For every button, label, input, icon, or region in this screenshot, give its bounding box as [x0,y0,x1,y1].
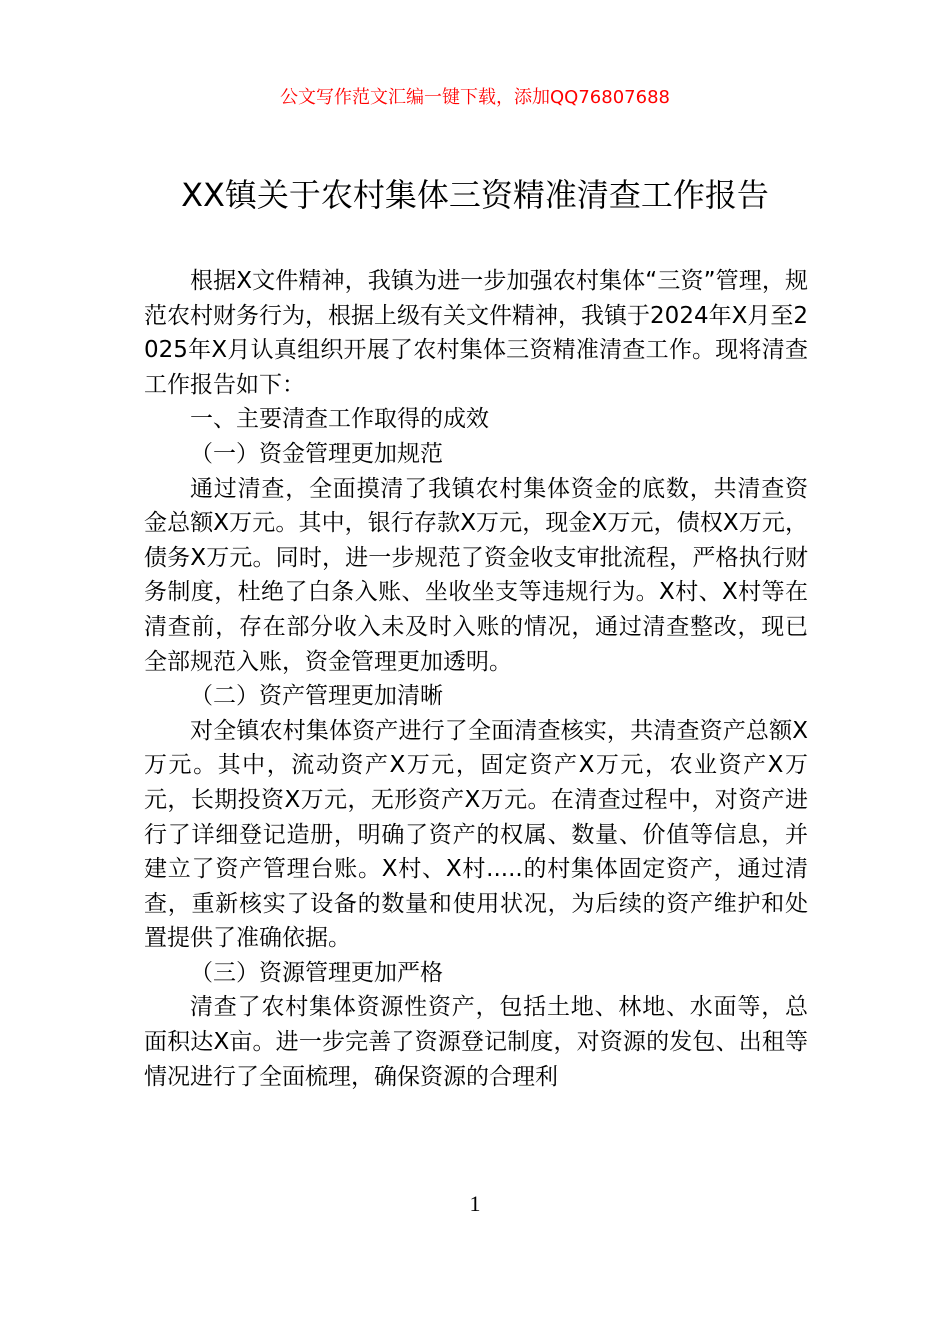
subsection-heading: （二）资产管理更加清晰 [190,683,443,710]
document-title: XX镇关于农村集体三资精准清查工作报告 [181,176,769,214]
watermark-text: 公文写作范文汇编一键下载，添加QQ76807688 [280,87,670,108]
body-paragraph: 清查了农村集体资源性资产，包括土地、林地、水面等，总面积达X亩。进一步完善了资源登记制度，对资源的发包、出租等情况进行了全面梳理，确保资源的合理利 [144,994,808,1090]
subsection-heading: （一）资金管理更加规范 [190,440,443,467]
body-paragraph: 对全镇农村集体资产进行了全面清查核实，共清查资产总额X万元。其中，流动资产X万元，固定资产X万元，农业资产X万元，长期投资X万元，无形资产X万元。在清查过程中，对资产进行了详细登记造册，明确了资产的权属、数量、价值等信息，并建立了资产管理台账。X村、X村.....的村集体固定资产，通过清查，重新核实了设备的数量和使用状况，为后续的资产维护和处置提供了准确依据。 [144,717,808,952]
body-paragraph: 通过清查，全面摸清了我镇农村集体资金的底数，共清查资金总额X万元。其中，银行存款X万元，现金X万元，债权X万元，债务X万元。同时，进一步规范了资金收支审批流程，严格执行财务制度，杜绝了白条入账、坐收坐支等违规行为。X村、X村等在清查前，存在部分收入未及时入账的情况，通过清查整改，现已全部规范入账，资金管理更加透明。 [144,475,808,675]
page-number: 1 [469,1191,481,1216]
section-heading: 一、主要清查工作取得的成效 [190,406,489,433]
subsection-heading: （三）资源管理更加严格 [190,959,443,986]
document-body [144,264,808,1094]
intro-paragraph: 根据X文件精神，我镇为进一步加强农村集体“三资”管理，规范农村财务行为，根据上级有关文件精神，我镇于2024年X月至2025年X月认真组织开展了农村集体三资精准清查工作。现将清查工作报告如下： [144,268,808,398]
